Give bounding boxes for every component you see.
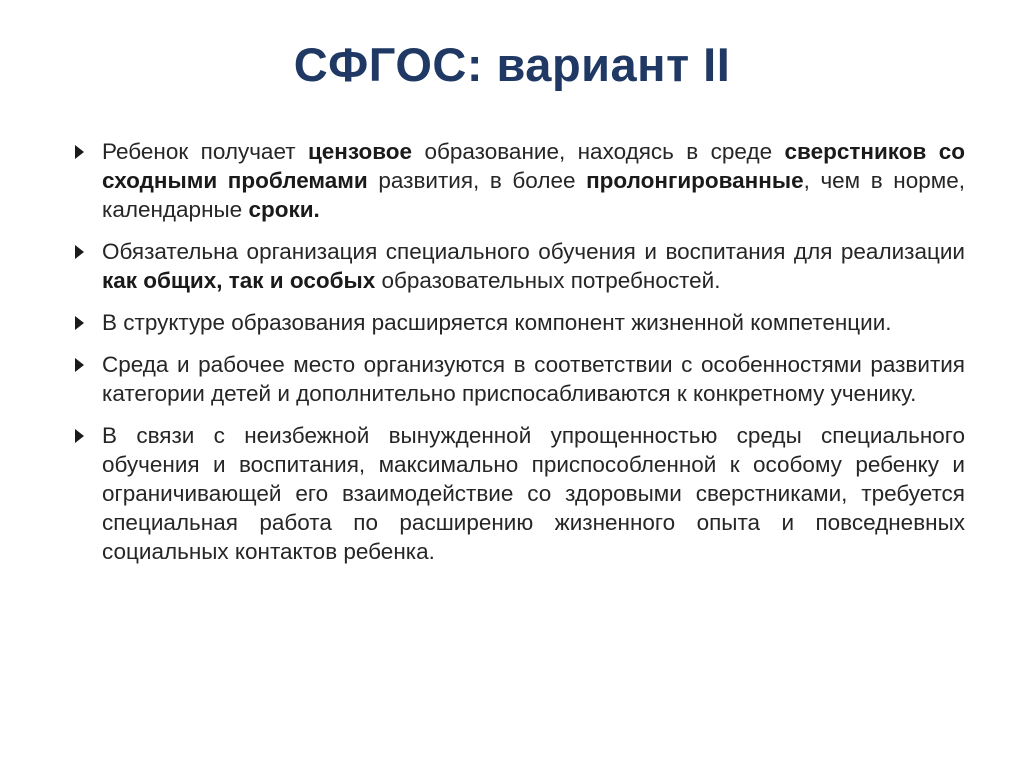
triangle-bullet-icon xyxy=(75,358,84,372)
bullet-text: Ребенок получает цензовое образование, находясь в среде сверстников со сходными проблемами развития, в более пролонгированные, чем в норме, календарные сроки. xyxy=(102,139,965,222)
bullet-item xyxy=(72,350,965,408)
triangle-bullet-icon xyxy=(75,316,84,330)
bullet-text: Среда и рабочее место организуются в соответствии с особенностями развития категории детей и дополнительно приспосабливаются к конкретному ученику. xyxy=(102,352,965,406)
bullet-item xyxy=(72,237,965,295)
slide-title: СФГОС: вариант II xyxy=(293,38,731,91)
bullet-item xyxy=(72,308,965,337)
bullet-text: В связи с неизбежной вынужденной упрощенностью среды специального обучения и воспитания, максимально приспособленной к особому ребенку и ограничивающей его взаимодействие со здоровыми сверстниками, требуется специальная работа по расширению жизненного опыта и повседневных социальных контактов ребенка. xyxy=(102,423,965,564)
triangle-bullet-icon xyxy=(75,145,84,159)
bullet-list xyxy=(72,137,965,579)
bullet-text: В структуре образования расширяется компонент жизненной компетенции. xyxy=(102,310,892,335)
bullet-text: Обязательна организация специального обучения и воспитания для реализации как общих, так и особых образовательных потребностей. xyxy=(102,239,965,293)
triangle-bullet-icon xyxy=(75,429,84,443)
triangle-bullet-icon xyxy=(75,245,84,259)
bullet-item xyxy=(72,421,965,566)
bullet-item xyxy=(72,137,965,224)
